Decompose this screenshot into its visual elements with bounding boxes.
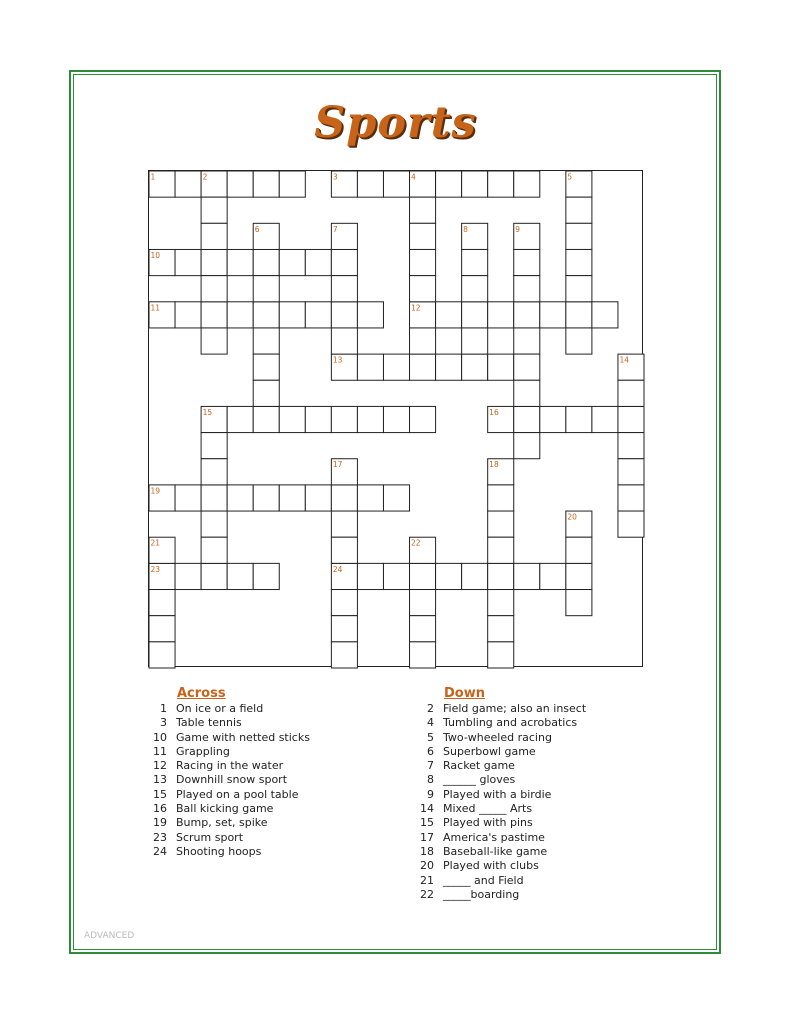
clue-text: Ball kicking game	[176, 802, 274, 816]
cell-number: 9	[515, 224, 521, 234]
grid-cell[interactable]	[383, 485, 409, 511]
cell-number: 20	[567, 512, 577, 522]
clue-number: 5	[427, 730, 434, 744]
down-clue-2	[414, 702, 586, 716]
clue-number: 14	[420, 802, 434, 816]
grid-cell[interactable]	[566, 590, 592, 616]
grid-cell[interactable]	[227, 171, 253, 197]
grid-cell[interactable]	[462, 328, 488, 354]
grid-cell[interactable]	[436, 563, 462, 589]
grid-cell[interactable]	[410, 328, 436, 354]
clue-number: 15	[153, 787, 167, 801]
cell-number: 21	[150, 538, 161, 548]
grid-cell[interactable]	[462, 563, 488, 589]
grid-cell[interactable]	[201, 485, 227, 511]
grid-cell[interactable]	[331, 276, 357, 302]
grid-cell[interactable]	[175, 485, 201, 511]
grid-cell[interactable]	[514, 563, 540, 589]
grid-cell[interactable]	[566, 197, 592, 223]
down-clue-9	[414, 788, 586, 802]
grid-cell[interactable]	[566, 406, 592, 432]
grid-cell[interactable]	[201, 249, 227, 275]
grid-cell[interactable]	[462, 354, 488, 380]
cell-number: 10	[150, 250, 161, 260]
grid-cell[interactable]	[175, 302, 201, 328]
across-clue-list	[147, 702, 310, 859]
grid-cell[interactable]	[488, 302, 514, 328]
difficulty-label: ADVANCED	[84, 931, 135, 941]
grid-cell[interactable]	[201, 302, 227, 328]
clue-text: America's pastime	[443, 830, 545, 844]
grid-cell[interactable]	[383, 563, 409, 589]
grid-cell[interactable]	[410, 223, 436, 249]
grid-cell[interactable]	[253, 249, 279, 275]
down-clue-21	[414, 874, 586, 888]
grid-cell[interactable]	[253, 302, 279, 328]
clue-text: On ice or a field	[176, 702, 264, 715]
grid-cell[interactable]	[618, 511, 644, 537]
grid-cell[interactable]	[253, 276, 279, 302]
clue-text: Played on a pool table	[176, 787, 299, 801]
grid-cell[interactable]	[357, 485, 383, 511]
grid-cell[interactable]	[201, 328, 227, 354]
clue-text: _____boarding	[443, 887, 520, 901]
clue-number: 7	[427, 759, 434, 773]
grid-cell[interactable]	[566, 302, 592, 328]
grid-cell[interactable]	[279, 485, 305, 511]
clue-number: 10	[153, 730, 167, 744]
grid-cell[interactable]	[201, 197, 227, 223]
grid-cell[interactable]	[253, 406, 279, 432]
grid-cell[interactable]	[331, 485, 357, 511]
across-clue-3	[147, 716, 310, 730]
across-clue-16	[147, 802, 310, 816]
grid-cell[interactable]	[488, 616, 514, 642]
grid-cell[interactable]	[462, 302, 488, 328]
grid-cell[interactable]	[305, 406, 331, 432]
down-clue-18	[414, 845, 586, 859]
grid-cell[interactable]	[357, 171, 383, 197]
grid-cell[interactable]	[331, 328, 357, 354]
clue-text: Superbowl game	[443, 744, 536, 758]
across-clue-11	[147, 745, 310, 759]
grid-cell[interactable]	[514, 302, 540, 328]
cell-number: 11	[150, 303, 161, 313]
grid-cell[interactable]	[566, 276, 592, 302]
clue-number: 12	[153, 759, 167, 773]
across-clue-10	[147, 731, 310, 745]
across-clue-19	[147, 816, 310, 830]
grid-cell[interactable]	[592, 406, 618, 432]
grid-cell[interactable]	[566, 328, 592, 354]
cell-number: 19	[150, 486, 161, 496]
clue-text: Game with netted sticks	[176, 730, 310, 744]
grid-cell[interactable]	[175, 249, 201, 275]
grid-cell[interactable]	[540, 563, 566, 589]
grid-cell[interactable]	[201, 433, 227, 459]
cell-number: 15	[202, 407, 213, 417]
down-clue-15	[414, 816, 586, 830]
across-clue-13	[147, 773, 310, 787]
grid-cell[interactable]	[488, 511, 514, 537]
grid-cell[interactable]	[331, 249, 357, 275]
grid-cell[interactable]	[253, 485, 279, 511]
cell-number: 5	[567, 172, 573, 182]
grid-cell[interactable]	[331, 616, 357, 642]
across-clue-12	[147, 759, 310, 773]
grid-cell[interactable]	[383, 354, 409, 380]
clue-text: Mixed _____ Arts	[443, 802, 533, 816]
cell-number: 1	[150, 172, 156, 182]
grid-cell[interactable]	[253, 380, 279, 406]
cell-number: 23	[150, 564, 161, 574]
grid-cell[interactable]	[279, 171, 305, 197]
cell-number: 2	[202, 172, 208, 182]
clue-text: Tumbling and acrobatics	[443, 716, 578, 730]
clue-number: 3	[160, 716, 167, 730]
clue-number: 21	[420, 873, 434, 887]
clue-text: Table tennis	[176, 716, 242, 730]
grid-cell[interactable]	[357, 406, 383, 432]
down-clue-5	[414, 731, 586, 745]
grid-cell[interactable]	[331, 302, 357, 328]
across-clue-24	[147, 845, 310, 859]
grid-cell[interactable]	[201, 511, 227, 537]
grid-cell[interactable]	[410, 642, 436, 668]
down-clue-22	[414, 888, 586, 902]
cell-number: 24	[332, 564, 343, 574]
cell-number: 3	[332, 172, 338, 182]
grid-cell[interactable]	[540, 302, 566, 328]
grid-cell[interactable]	[592, 302, 618, 328]
grid-cell[interactable]	[149, 642, 175, 668]
across-heading: Across	[177, 686, 226, 701]
grid-cell[interactable]	[462, 249, 488, 275]
grid-cell[interactable]	[436, 171, 462, 197]
grid-cell[interactable]	[201, 537, 227, 563]
clue-number: 16	[153, 802, 167, 816]
clue-text: Baseball-like game	[443, 844, 548, 858]
grid-cell[interactable]	[410, 249, 436, 275]
grid-cell[interactable]	[410, 354, 436, 380]
clue-text: Racket game	[443, 759, 515, 773]
clue-number: 13	[153, 773, 167, 787]
across-clue-23	[147, 831, 310, 845]
clue-number: 17	[420, 830, 434, 844]
clue-number: 19	[153, 816, 167, 830]
grid-cell[interactable]	[149, 616, 175, 642]
across-clue-15	[147, 788, 310, 802]
clue-number: 6	[427, 744, 434, 758]
clue-number: 18	[420, 844, 434, 858]
grid-cell[interactable]	[253, 563, 279, 589]
grid-cell[interactable]	[488, 485, 514, 511]
grid-cell[interactable]	[566, 537, 592, 563]
clue-text: Downhill snow sport	[176, 773, 288, 787]
grid-cell[interactable]	[488, 563, 514, 589]
crossword-grid-svg	[148, 170, 645, 669]
cell-number: 12	[411, 303, 421, 313]
clue-text: Shooting hoops	[176, 844, 262, 858]
grid-cell[interactable]	[566, 249, 592, 275]
grid-cell[interactable]	[540, 406, 566, 432]
grid-cell[interactable]	[357, 563, 383, 589]
grid-cell[interactable]	[175, 563, 201, 589]
grid-cell[interactable]	[566, 563, 592, 589]
grid-cell[interactable]	[331, 406, 357, 432]
down-clue-4	[414, 716, 586, 730]
grid-cell[interactable]	[410, 563, 436, 589]
grid-cell[interactable]	[566, 223, 592, 249]
grid-cell[interactable]	[436, 354, 462, 380]
grid-cell[interactable]	[201, 276, 227, 302]
grid-cell[interactable]	[410, 406, 436, 432]
grid-cell[interactable]	[462, 276, 488, 302]
down-clue-14	[414, 802, 586, 816]
grid-cell[interactable]	[514, 380, 540, 406]
grid-cell[interactable]	[488, 537, 514, 563]
clue-number: 2	[427, 702, 434, 715]
grid-cell[interactable]	[514, 249, 540, 275]
down-clue-17	[414, 831, 586, 845]
grid-cell[interactable]	[279, 302, 305, 328]
crossword-grid	[148, 170, 643, 667]
grid-cell[interactable]	[488, 590, 514, 616]
clue-number: 4	[427, 716, 434, 730]
clue-number: 11	[153, 744, 167, 758]
clue-number: 8	[427, 773, 434, 787]
down-clue-7	[414, 759, 586, 773]
grid-cell[interactable]	[514, 171, 540, 197]
grid-cell[interactable]	[253, 354, 279, 380]
grid-cell[interactable]	[227, 485, 253, 511]
cell-number: 8	[463, 224, 468, 234]
page-title: Sports	[314, 98, 477, 148]
cell-number: 14	[619, 355, 629, 365]
grid-cell[interactable]	[331, 642, 357, 668]
grid-cell[interactable]	[331, 590, 357, 616]
clue-text: Scrum sport	[176, 830, 244, 844]
grid-cell[interactable]	[201, 223, 227, 249]
grid-cell[interactable]	[383, 406, 409, 432]
down-clue-list	[414, 702, 586, 902]
clue-number: 23	[153, 830, 167, 844]
grid-cell[interactable]	[488, 642, 514, 668]
grid-cell[interactable]	[305, 485, 331, 511]
cell-number: 6	[254, 224, 260, 234]
down-clue-6	[414, 745, 586, 759]
clue-text: _____ and Field	[443, 873, 524, 887]
grid-cell[interactable]	[488, 354, 514, 380]
grid-cell[interactable]	[149, 590, 175, 616]
grid-cell[interactable]	[279, 249, 305, 275]
grid-cell[interactable]	[279, 406, 305, 432]
clue-number: 24	[153, 844, 167, 858]
grid-cell[interactable]	[618, 459, 644, 485]
grid-cell[interactable]	[383, 171, 409, 197]
grid-cell[interactable]	[201, 563, 227, 589]
clue-text: Bump, set, spike	[176, 816, 268, 830]
grid-cell[interactable]	[462, 171, 488, 197]
grid-cell[interactable]	[227, 302, 253, 328]
grid-cell[interactable]	[227, 406, 253, 432]
clue-text: ______ gloves	[443, 773, 516, 787]
clue-text: Racing in the water	[176, 759, 284, 773]
grid-cell[interactable]	[514, 406, 540, 432]
grid-cell[interactable]	[514, 328, 540, 354]
grid-cell[interactable]	[618, 485, 644, 511]
clue-text: Played with pins	[443, 816, 533, 830]
grid-cell[interactable]	[253, 171, 279, 197]
grid-cell[interactable]	[175, 171, 201, 197]
cell-number: 7	[332, 224, 338, 234]
cell-number: 18	[489, 460, 499, 470]
grid-cell[interactable]	[410, 276, 436, 302]
grid-cell[interactable]	[331, 537, 357, 563]
cell-number: 16	[489, 407, 499, 417]
clue-number: 15	[420, 816, 434, 830]
clue-text: Played with clubs	[443, 859, 539, 873]
grid-cell[interactable]	[488, 171, 514, 197]
grid-cell[interactable]	[514, 354, 540, 380]
across-clue-1	[147, 702, 310, 716]
grid-cell[interactable]	[201, 459, 227, 485]
grid-cell[interactable]	[618, 406, 644, 432]
cell-number: 4	[411, 172, 416, 182]
grid-cell[interactable]	[410, 590, 436, 616]
cell-number: 17	[332, 460, 343, 470]
grid-cell[interactable]	[618, 433, 644, 459]
clue-text: Field game; also an insect	[443, 702, 587, 715]
cell-number: 22	[411, 538, 421, 548]
grid-cell[interactable]	[436, 302, 462, 328]
down-heading: Down	[444, 686, 485, 701]
grid-cell[interactable]	[357, 302, 383, 328]
clue-text: Played with a birdie	[443, 787, 552, 801]
grid-cell[interactable]	[305, 249, 331, 275]
grid-cell[interactable]	[410, 197, 436, 223]
grid-cell[interactable]	[357, 354, 383, 380]
down-clue-20	[414, 859, 586, 873]
clue-text: Grappling	[176, 744, 230, 758]
down-clue-8	[414, 773, 586, 787]
grid-cell[interactable]	[410, 616, 436, 642]
clue-number: 1	[160, 702, 167, 715]
grid-cell[interactable]	[227, 563, 253, 589]
cell-number: 13	[332, 355, 343, 365]
grid-cell[interactable]	[618, 380, 644, 406]
grid-cell[interactable]	[253, 328, 279, 354]
clue-number: 20	[420, 859, 434, 873]
grid-cell[interactable]	[227, 249, 253, 275]
grid-cell[interactable]	[305, 302, 331, 328]
clue-number: 22	[420, 887, 434, 901]
grid-cell[interactable]	[331, 511, 357, 537]
clue-number: 9	[427, 787, 434, 801]
grid-cell[interactable]	[514, 276, 540, 302]
clue-text: Two-wheeled racing	[443, 730, 552, 744]
grid-cell[interactable]	[514, 433, 540, 459]
